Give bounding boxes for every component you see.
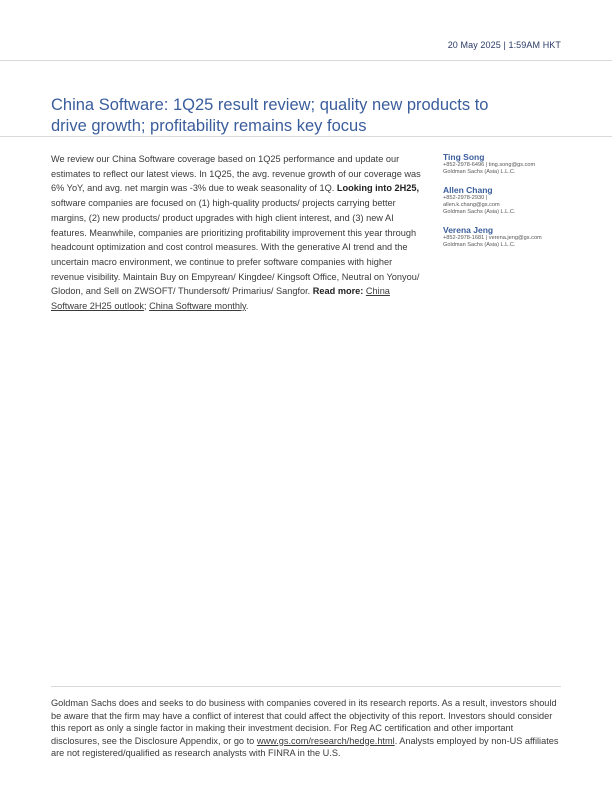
disclosure-footer	[51, 697, 561, 760]
analyst-list	[443, 152, 573, 258]
summary-detail: software companies are focused on (1) high-quality products/ projects carrying better margins, (2) new products/ product upgrades with high client interest, and (3) new AI features. Meanwhile, companies are prioritizing profitability improvement this year through headcount optimization and cost control measures. With the generative AI trend and the uncertain macro environment, we continue to prefer software companies with higher revenue visibility. Maintain Buy on Empyrean/ Kingdee/ Kingsoft Office, Neutral on Yonyou/ Glodon, and Sell on ZWSOFT/ Thundersoft/ Primarius/ Sangfor.	[51, 198, 420, 297]
summary-body	[51, 152, 427, 314]
report-title: China Software: 1Q25 result review; quality new products to drive growth; profitability remains key focus	[51, 96, 489, 136]
analyst-email[interactable]: allen.k.chang@gs.com	[443, 202, 500, 208]
analyst-firm: Goldman Sachs (Asia) L.L.C.	[443, 169, 516, 175]
monthly-link[interactable]: China Software monthly	[149, 301, 246, 312]
summary-lead: Looking into 2H25,	[336, 183, 420, 194]
analyst-card	[443, 185, 573, 216]
analyst-firm: Goldman Sachs (Asia) L.L.C.	[443, 209, 516, 215]
disclosure-link[interactable]: www.gs.com/research/hedge.html	[256, 735, 395, 746]
top-divider	[0, 60, 612, 61]
analyst-card	[443, 225, 573, 249]
link-separator: ;	[143, 301, 150, 312]
outlook-link[interactable]: China Software 2H25 outlook	[51, 286, 390, 312]
disclosure-text-end: . Analysts employed by non-US affiliates are not registered/qualified as research analysts with FINRA in the U.S.	[51, 735, 559, 758]
analyst-contact[interactable]: +852-2978-6496 | ting.song@gs.com	[443, 162, 536, 168]
read-more-label: Read more:	[312, 286, 364, 297]
title-divider	[0, 136, 612, 137]
footer-divider	[51, 686, 561, 687]
report-date: 20 May 2025 | 1:59AM HKT	[447, 40, 561, 50]
summary-end: .	[245, 301, 249, 312]
disclosure-text: Goldman Sachs does and seeks to do business with companies covered in its research reports. As a result, investors should be aware that the firm may have a conflict of interest that could affect the objectivity of this report. Investors should consider this report as only a single factor in making their investment decision. For Reg AC certification and other important disclosures, see the Disclosure Appendix, or go to	[51, 698, 557, 746]
analyst-card	[443, 152, 573, 176]
analyst-name[interactable]: Verena Jeng	[443, 225, 494, 235]
analyst-firm: Goldman Sachs (Asia) L.L.C.	[443, 242, 516, 248]
analyst-name[interactable]: Allen Chang	[443, 185, 493, 195]
analyst-contact[interactable]: +852-2978-2930 |	[443, 195, 488, 201]
summary-intro: We review our China Software coverage based on 1Q25 performance and update our estimates to reflect our latest views. In 1Q25, the avg. revenue growth of our coverage was 6% YoY, and avg. net margin was -3% due to weak seasonality of 1Q.	[51, 154, 421, 194]
analyst-contact[interactable]: +852-2978-1681 | verena.jeng@gs.com	[443, 235, 542, 241]
analyst-name[interactable]: Ting Song	[443, 152, 485, 162]
